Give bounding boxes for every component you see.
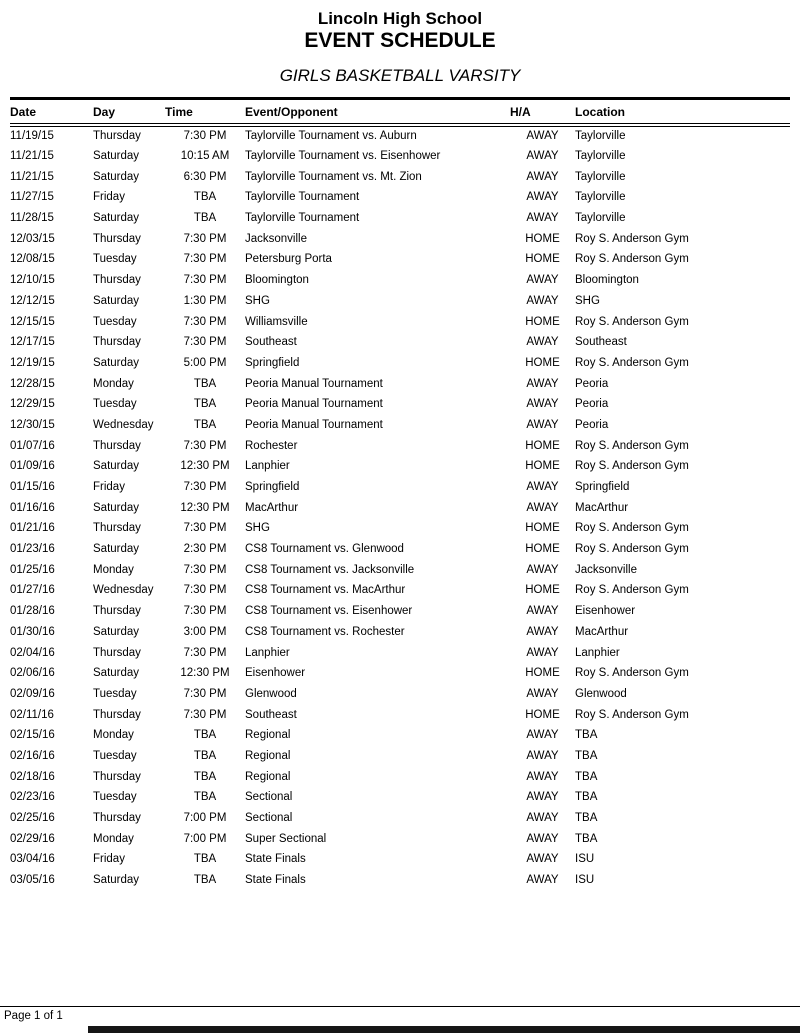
cell-date: 12/03/15 xyxy=(10,232,55,245)
cell-event: CS8 Tournament vs. Glenwood xyxy=(245,543,404,556)
cell-location: TBA xyxy=(575,832,598,845)
cell-location: ISU xyxy=(575,874,595,887)
cell-time: 10:15 AM xyxy=(180,150,230,163)
cell-ha: AWAY xyxy=(526,130,559,143)
cell-date: 01/16/16 xyxy=(10,501,55,514)
table-row xyxy=(10,601,790,622)
cell-event: MacArthur xyxy=(245,501,299,514)
cell-location: Roy S. Anderson Gym xyxy=(575,253,689,266)
cell-event: State Finals xyxy=(245,874,306,887)
cell-time: 7:30 PM xyxy=(183,439,227,452)
cell-location: Peoria xyxy=(575,418,609,431)
table-row xyxy=(10,828,790,849)
cell-event: CS8 Tournament vs. Rochester xyxy=(245,625,405,638)
cell-event: Southeast xyxy=(245,708,297,721)
cell-date: 11/19/15 xyxy=(10,130,54,143)
cell-time: TBA xyxy=(193,853,217,866)
cell-event: CS8 Tournament vs. Eisenhower xyxy=(245,605,413,618)
cell-ha: AWAY xyxy=(526,336,559,349)
cell-event: Sectional xyxy=(245,791,293,804)
cell-time: 7:30 PM xyxy=(183,522,227,535)
table-row xyxy=(10,808,790,829)
cell-date: 12/15/15 xyxy=(10,315,55,328)
cell-location: MacArthur xyxy=(575,625,629,638)
cell-location: Peoria xyxy=(575,398,609,411)
schedule-table-body xyxy=(10,125,790,890)
cell-event: Taylorville Tournament vs. Mt. Zion xyxy=(245,170,422,183)
cell-day: Thursday xyxy=(93,708,141,721)
table-row xyxy=(10,332,790,353)
cell-day: Saturday xyxy=(93,150,140,163)
cell-event: Eisenhower xyxy=(245,667,306,680)
cell-day: Tuesday xyxy=(93,749,137,762)
cell-time: 7:30 PM xyxy=(183,274,227,287)
cell-ha: AWAY xyxy=(526,377,559,390)
cell-time: 7:30 PM xyxy=(183,481,227,494)
table-row xyxy=(10,539,790,560)
cell-date: 12/29/15 xyxy=(10,398,55,411)
cell-location: Roy S. Anderson Gym xyxy=(575,667,689,680)
col-header-ha: H/A xyxy=(510,99,575,126)
school-name: Lincoln High School xyxy=(317,9,483,28)
table-row xyxy=(10,518,790,539)
cell-date: 01/28/16 xyxy=(10,605,55,618)
cell-time: TBA xyxy=(193,729,217,742)
cell-ha: AWAY xyxy=(526,770,559,783)
cell-event: Williamsville xyxy=(245,315,308,328)
table-row xyxy=(10,373,790,394)
col-header-date: Date xyxy=(10,99,93,126)
cell-ha: AWAY xyxy=(526,853,559,866)
cell-event: Lanphier xyxy=(245,646,290,659)
cell-location: Roy S. Anderson Gym xyxy=(575,522,689,535)
cell-day: Monday xyxy=(93,563,134,576)
table-row xyxy=(10,311,790,332)
cell-event: State Finals xyxy=(245,853,306,866)
cell-ha: AWAY xyxy=(526,170,559,183)
table-row xyxy=(10,270,790,291)
cell-day: Tuesday xyxy=(93,687,137,700)
cell-time: 7:30 PM xyxy=(183,253,227,266)
cell-time: 12:30 PM xyxy=(180,460,230,473)
cell-event: Taylorville Tournament xyxy=(245,191,360,204)
col-header-time: Time xyxy=(165,99,245,126)
cell-ha: AWAY xyxy=(526,418,559,431)
table-row xyxy=(10,125,790,146)
cell-time: 7:00 PM xyxy=(183,832,227,845)
table-row xyxy=(10,146,790,167)
cell-location: TBA xyxy=(575,791,598,804)
cell-ha: AWAY xyxy=(526,563,559,576)
col-header-day: Day xyxy=(93,99,165,126)
document-header xyxy=(0,0,800,85)
cell-location: Roy S. Anderson Gym xyxy=(575,584,689,597)
cell-ha: AWAY xyxy=(526,481,559,494)
cell-location: Southeast xyxy=(575,336,627,349)
table-row xyxy=(10,291,790,312)
cell-location: Taylorville xyxy=(575,191,626,204)
table-row xyxy=(10,394,790,415)
cell-ha: AWAY xyxy=(526,729,559,742)
cell-event: Southeast xyxy=(245,336,297,349)
cell-event: Regional xyxy=(245,770,291,783)
cell-event: Regional xyxy=(245,749,291,762)
cell-ha: AWAY xyxy=(526,150,559,163)
cell-date: 12/28/15 xyxy=(10,377,55,390)
cell-event: Petersburg Porta xyxy=(245,253,332,266)
cell-time: 12:30 PM xyxy=(180,501,230,514)
schedule-table xyxy=(10,97,790,890)
cell-ha: AWAY xyxy=(526,191,559,204)
cell-day: Thursday xyxy=(93,605,141,618)
cell-time: 7:30 PM xyxy=(183,708,227,721)
cell-time: 7:30 PM xyxy=(183,687,227,700)
cell-date: 02/18/16 xyxy=(10,770,55,783)
cell-location: Springfield xyxy=(575,481,630,494)
table-row xyxy=(10,787,790,808)
cell-day: Thursday xyxy=(93,439,141,452)
team-subtitle: GIRLS BASKETBALL VARSITY xyxy=(279,66,521,85)
cell-time: 5:00 PM xyxy=(183,356,227,369)
cell-ha: AWAY xyxy=(526,791,559,804)
cell-event: CS8 Tournament vs. Jacksonville xyxy=(245,563,415,576)
cell-ha: HOME xyxy=(525,543,560,556)
cell-time: TBA xyxy=(193,874,217,887)
cell-day: Saturday xyxy=(93,667,140,680)
cell-location: Jacksonville xyxy=(575,563,637,576)
cell-ha: AWAY xyxy=(526,398,559,411)
cell-time: TBA xyxy=(193,377,217,390)
cell-location: Roy S. Anderson Gym xyxy=(575,460,689,473)
cell-location: Taylorville xyxy=(575,170,626,183)
table-row xyxy=(10,187,790,208)
cell-date: 02/15/16 xyxy=(10,729,55,742)
col-header-event: Event/Opponent xyxy=(245,99,510,126)
cell-day: Saturday xyxy=(93,460,140,473)
cell-location: Roy S. Anderson Gym xyxy=(575,232,689,245)
cell-day: Monday xyxy=(93,377,134,390)
cell-ha: HOME xyxy=(525,522,560,535)
cell-date: 01/30/16 xyxy=(10,625,55,638)
cell-ha: HOME xyxy=(525,315,560,328)
cell-time: 7:30 PM xyxy=(183,646,227,659)
cell-time: 7:30 PM xyxy=(183,130,227,143)
cell-time: TBA xyxy=(193,398,217,411)
cell-date: 02/23/16 xyxy=(10,791,55,804)
cell-date: 02/04/16 xyxy=(10,646,55,659)
cell-location: TBA xyxy=(575,729,598,742)
cell-date: 11/28/15 xyxy=(10,212,54,225)
cell-date: 02/29/16 xyxy=(10,832,55,845)
cell-day: Monday xyxy=(93,832,134,845)
table-row xyxy=(10,704,790,725)
cell-location: Roy S. Anderson Gym xyxy=(575,356,689,369)
cell-day: Saturday xyxy=(93,543,140,556)
cell-location: Roy S. Anderson Gym xyxy=(575,543,689,556)
cell-date: 01/21/16 xyxy=(10,522,55,535)
cell-time: 12:30 PM xyxy=(180,667,230,680)
cell-location: TBA xyxy=(575,749,598,762)
cell-event: Glenwood xyxy=(245,687,297,700)
cell-day: Tuesday xyxy=(93,315,137,328)
cell-ha: AWAY xyxy=(526,274,559,287)
cell-time: 7:30 PM xyxy=(183,605,227,618)
cell-location: Glenwood xyxy=(575,687,627,700)
cell-location: Taylorville xyxy=(575,130,626,143)
cell-day: Thursday xyxy=(93,646,141,659)
cell-event: Sectional xyxy=(245,812,293,825)
cell-event: Bloomington xyxy=(245,274,309,287)
cell-event: Peoria Manual Tournament xyxy=(245,418,383,431)
cell-event: Super Sectional xyxy=(245,832,327,845)
cell-time: TBA xyxy=(193,212,217,225)
cell-time: 2:30 PM xyxy=(183,543,227,556)
cell-ha: HOME xyxy=(525,667,560,680)
cell-day: Tuesday xyxy=(93,253,137,266)
cell-ha: AWAY xyxy=(526,501,559,514)
table-row xyxy=(10,684,790,705)
cell-day: Thursday xyxy=(93,812,141,825)
cell-date: 12/08/15 xyxy=(10,253,55,266)
cell-event: Taylorville Tournament xyxy=(245,212,360,225)
table-row xyxy=(10,208,790,229)
cell-ha: AWAY xyxy=(526,874,559,887)
cell-time: 7:30 PM xyxy=(183,563,227,576)
cell-date: 11/21/15 xyxy=(10,150,54,163)
cell-event: Regional xyxy=(245,729,291,742)
table-row xyxy=(10,249,790,270)
cell-ha: HOME xyxy=(525,439,560,452)
cell-day: Saturday xyxy=(93,501,140,514)
cell-event: Taylorville Tournament vs. Eisenhower xyxy=(245,150,441,163)
cell-date: 12/17/15 xyxy=(10,336,55,349)
table-row xyxy=(10,228,790,249)
table-row xyxy=(10,456,790,477)
cell-event: Peoria Manual Tournament xyxy=(245,398,383,411)
cell-ha: AWAY xyxy=(526,605,559,618)
col-header-location: Location xyxy=(575,99,790,126)
cell-time: 7:00 PM xyxy=(183,812,227,825)
cell-date: 01/15/16 xyxy=(10,481,55,494)
cell-date: 11/27/15 xyxy=(10,191,54,204)
cell-ha: AWAY xyxy=(526,812,559,825)
cell-time: TBA xyxy=(193,749,217,762)
cell-location: TBA xyxy=(575,770,598,783)
cell-ha: AWAY xyxy=(526,832,559,845)
cell-location: TBA xyxy=(575,812,598,825)
table-row xyxy=(10,870,790,891)
table-row xyxy=(10,663,790,684)
cell-day: Saturday xyxy=(93,356,140,369)
cell-location: ISU xyxy=(575,853,595,866)
cell-day: Saturday xyxy=(93,294,140,307)
cell-event: SHG xyxy=(245,294,270,307)
cell-event: Jacksonville xyxy=(245,232,307,245)
cell-location: Eisenhower xyxy=(575,605,636,618)
cell-time: TBA xyxy=(193,191,217,204)
cell-day: Monday xyxy=(93,729,134,742)
cell-location: Taylorville xyxy=(575,150,626,163)
cell-day: Saturday xyxy=(93,625,140,638)
cell-date: 02/25/16 xyxy=(10,812,55,825)
table-header-row xyxy=(10,99,790,126)
cell-time: TBA xyxy=(193,791,217,804)
cell-event: Peoria Manual Tournament xyxy=(245,377,383,390)
cell-day: Thursday xyxy=(93,274,141,287)
cell-ha: AWAY xyxy=(526,749,559,762)
cell-date: 12/10/15 xyxy=(10,274,55,287)
cell-event: Springfield xyxy=(245,481,300,494)
cell-day: Thursday xyxy=(93,232,141,245)
cell-date: 02/11/16 xyxy=(10,708,54,721)
cell-day: Friday xyxy=(93,481,125,494)
cell-day: Saturday xyxy=(93,874,140,887)
cell-day: Thursday xyxy=(93,522,141,535)
cell-day: Tuesday xyxy=(93,791,137,804)
cell-date: 03/04/16 xyxy=(10,853,55,866)
cell-location: Roy S. Anderson Gym xyxy=(575,315,689,328)
cell-location: MacArthur xyxy=(575,501,629,514)
cell-date: 02/09/16 xyxy=(10,687,55,700)
bottom-window-edge xyxy=(88,1026,800,1033)
cell-ha: AWAY xyxy=(526,212,559,225)
cell-ha: AWAY xyxy=(526,625,559,638)
page-number: Page 1 of 1 xyxy=(4,1010,63,1022)
cell-day: Tuesday xyxy=(93,398,137,411)
cell-ha: AWAY xyxy=(526,294,559,307)
cell-location: Roy S. Anderson Gym xyxy=(575,439,689,452)
cell-date: 12/19/15 xyxy=(10,356,55,369)
cell-date: 01/09/16 xyxy=(10,460,55,473)
cell-day: Saturday xyxy=(93,212,140,225)
cell-event: CS8 Tournament vs. MacArthur xyxy=(245,584,406,597)
cell-day: Thursday xyxy=(93,336,141,349)
cell-location: Lanphier xyxy=(575,646,620,659)
cell-ha: HOME xyxy=(525,584,560,597)
table-row xyxy=(10,435,790,456)
table-row xyxy=(10,642,790,663)
table-row xyxy=(10,766,790,787)
cell-event: SHG xyxy=(245,522,270,535)
table-row xyxy=(10,622,790,643)
cell-date: 11/21/15 xyxy=(10,170,54,183)
cell-day: Wednesday xyxy=(93,584,154,597)
cell-day: Wednesday xyxy=(93,418,154,431)
table-row xyxy=(10,849,790,870)
cell-date: 01/07/16 xyxy=(10,439,55,452)
cell-date: 02/16/16 xyxy=(10,749,55,762)
cell-date: 01/23/16 xyxy=(10,543,55,556)
footer-divider xyxy=(0,1006,800,1007)
cell-time: 7:30 PM xyxy=(183,315,227,328)
cell-time: TBA xyxy=(193,418,217,431)
cell-day: Friday xyxy=(93,853,125,866)
cell-date: 12/30/15 xyxy=(10,418,55,431)
cell-time: 3:00 PM xyxy=(183,625,227,638)
cell-ha: AWAY xyxy=(526,646,559,659)
cell-time: TBA xyxy=(193,770,217,783)
table-row xyxy=(10,477,790,498)
cell-day: Thursday xyxy=(93,130,141,143)
cell-event: Springfield xyxy=(245,356,300,369)
table-row xyxy=(10,166,790,187)
cell-location: Taylorville xyxy=(575,212,626,225)
cell-event: Lanphier xyxy=(245,460,290,473)
cell-day: Thursday xyxy=(93,770,141,783)
cell-date: 02/06/16 xyxy=(10,667,55,680)
cell-date: 01/25/16 xyxy=(10,563,55,576)
table-row xyxy=(10,725,790,746)
table-row xyxy=(10,746,790,767)
cell-ha: HOME xyxy=(525,356,560,369)
cell-event: Rochester xyxy=(245,439,298,452)
cell-location: SHG xyxy=(575,294,600,307)
cell-ha: AWAY xyxy=(526,687,559,700)
cell-time: 1:30 PM xyxy=(183,294,227,307)
cell-location: Bloomington xyxy=(575,274,639,287)
cell-time: 7:30 PM xyxy=(183,336,227,349)
cell-day: Saturday xyxy=(93,170,140,183)
cell-ha: HOME xyxy=(525,232,560,245)
table-row xyxy=(10,353,790,374)
table-row xyxy=(10,580,790,601)
cell-location: Roy S. Anderson Gym xyxy=(575,708,689,721)
cell-day: Friday xyxy=(93,191,125,204)
table-row xyxy=(10,415,790,436)
cell-date: 03/05/16 xyxy=(10,874,55,887)
cell-date: 12/12/15 xyxy=(10,294,55,307)
table-row xyxy=(10,559,790,580)
cell-time: 7:30 PM xyxy=(183,584,227,597)
cell-time: 7:30 PM xyxy=(183,232,227,245)
table-row xyxy=(10,497,790,518)
cell-date: 01/27/16 xyxy=(10,584,55,597)
cell-ha: HOME xyxy=(525,708,560,721)
cell-event: Taylorville Tournament vs. Auburn xyxy=(245,130,417,143)
cell-time: 6:30 PM xyxy=(183,170,227,183)
cell-ha: HOME xyxy=(525,460,560,473)
event-schedule-title: EVENT SCHEDULE xyxy=(304,29,496,52)
cell-ha: HOME xyxy=(525,253,560,266)
cell-location: Peoria xyxy=(575,377,609,390)
